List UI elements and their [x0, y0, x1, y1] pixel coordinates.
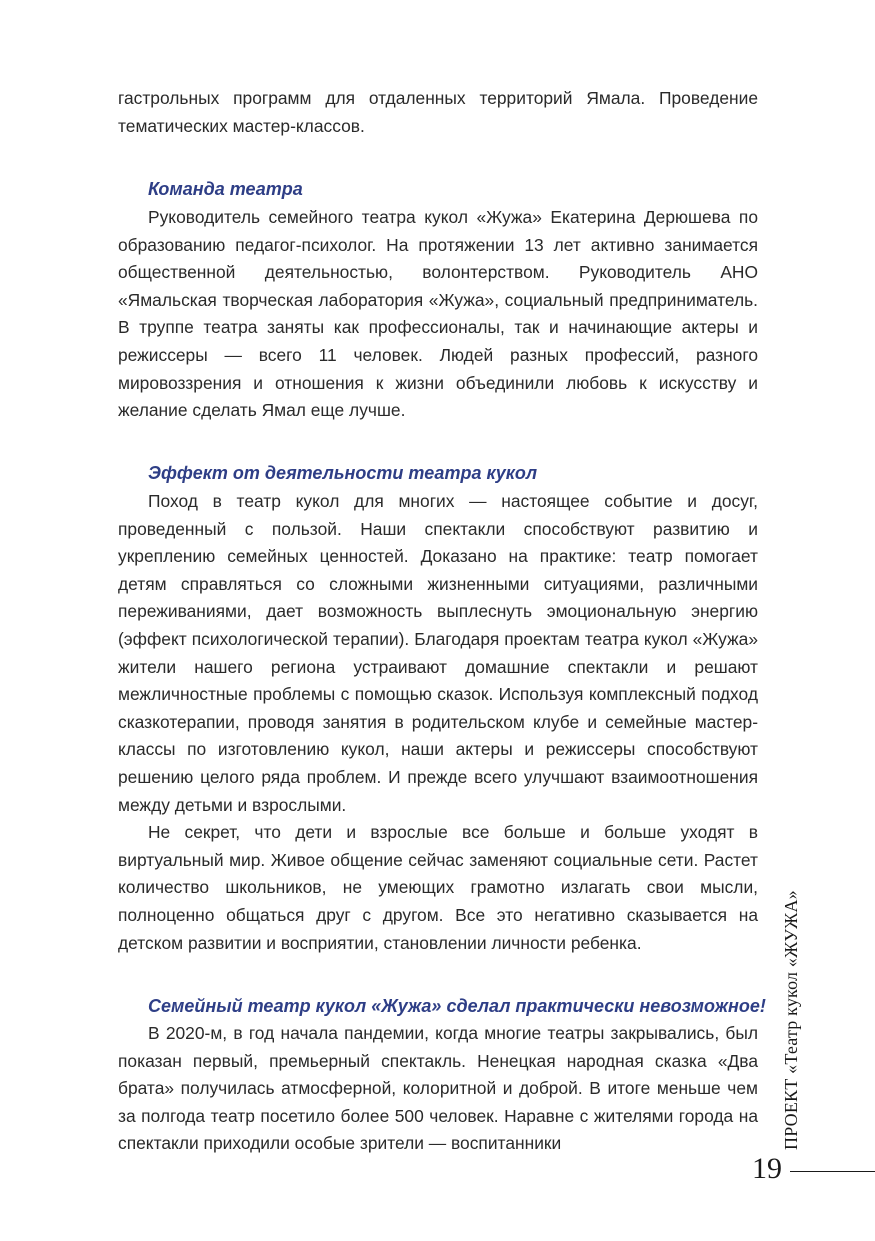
page-number: 19	[752, 1152, 782, 1185]
section-heading-achievement: Семейный театр кукол «Жужа» сделал практически невозможное!	[148, 996, 766, 1016]
effect-paragraph-2: Не секрет, что дети и взрослые все больше и больше уходят в виртуальный мир. Живое общение сейчас заменяют социальные сети. Растет количество школьников, не умеющих грамотно излагать свои мысли, полноценно общаться друг с другом. Все это негативно сказывается на детском развитии и восприятии, становлении личности ребенка.	[118, 822, 758, 953]
footer-rule	[790, 1171, 875, 1172]
intro-block	[118, 85, 758, 140]
team-paragraph: Руководитель семейного театра кукол «Жужа» Екатерина Дерюшева по образованию педагог-психолог. На протяжении 13 лет активно занимается общественной деятельностью, волонтерством. Руководитель АНО «Ямальская творческая лаборатория «Жужа», социальный предприниматель. В труппе театра заняты как профессионалы, так и начинающие актеры и режиссеры — всего 11 человек. Людей разных профессий, разного мировоззрения и отношения к жизни объединили любовь к искусству и желание сделать Ямал еще лучше.	[118, 207, 758, 421]
running-title: ПРОЕКТ «Театр кукол «ЖУЖА»	[781, 890, 801, 1150]
section-heading-team: Команда театра	[148, 179, 303, 199]
effect-paragraph-1: Поход в театр кукол для многих — настоящее событие и досуг, проведенный с пользой. Наши спектакли способствуют развитию и укреплению семейных ценностей. Доказано на практике: театр помогает детям справляться со сложными жизненными ситуациями, различными переживаниями, дает возможность выплеснуть эмоциональную энергию (эффект психологической терапии). Благодаря проектам театра кукол «Жужа» жители нашего региона устраивают домашние спектакли и решают межличностные проблемы с помощью сказок. Используя комплексный подход сказкотерапии, проводя занятия в родительском клубе и семейные мастер-классы по изготовлению кукол, наши актеры и режиссеры способствуют решению целого ряда проблем. И прежде всего улучшают взаимоотношения между детьми и взрослыми.	[118, 491, 758, 815]
intro-paragraph: гастрольных программ для отдаленных территорий Ямала. Проведение тематических мастер-классов.	[118, 88, 758, 136]
section-heading-effect: Эффект от деятельности театра кукол	[148, 463, 538, 483]
section-achievement-body	[118, 1020, 758, 1158]
section-team-body	[118, 204, 758, 425]
section-effect-body	[118, 488, 758, 957]
achievement-paragraph: В 2020-м, в год начала пандемии, когда многие театры закрывались, был показан первый, премьерный спектакль. Ненецкая народная сказка «Два брата» получилась атмосферной, колоритной и доброй. В итоге меньше чем за полгода театр посетило более 500 человек. Наравне с жителями города на спектакли приходили особые зрители — воспитанники	[118, 1023, 758, 1154]
